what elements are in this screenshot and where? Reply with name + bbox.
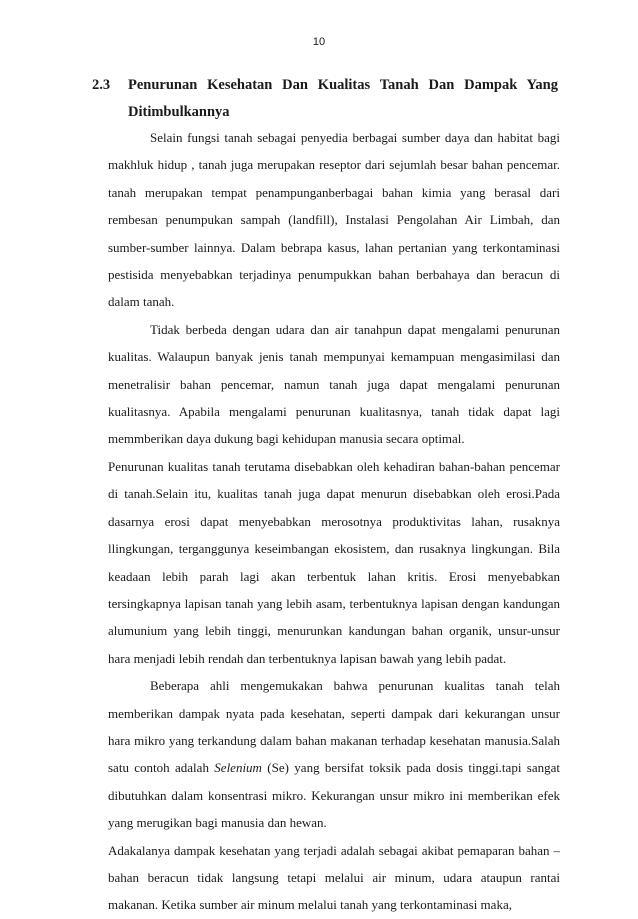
section-heading (92, 72, 558, 126)
paragraph-3: Penurunan kualitas tanah terutama disebabkan oleh kehadiran bahan-bahan pencemar di tanah.Selain itu, kualitas tanah juga dapat menurun disebabkan oleh erosi.Pada dasarnya erosi dapat menyebabkan merosotnya produktivitas lahan, rusaknya llingkungan, terganggunya keseimbangan ekosistem, dan rusaknya lingkungan. Bila keadaan lebih parah lagi akan terbentuk lahan kritis. Erosi menyebabkan tersingkapnya lapisan tanah yang lebih asam, terbentuknya lapisan dengan kandungan alumunium yang lebih tinggi, menurunkan kandungan bahan organik, unsur-unsur hara menjadi lebih rendah dan terbentuknya lapisan bawah yang lebih padat. (108, 458, 560, 666)
section-number: 2.3 (92, 77, 111, 93)
body-text (108, 124, 560, 919)
paragraph-4-text-start: Beberapa ahli mengemukakan bahwa penurunan kualitas tanah telah memberikan dampak nyata pada kesehatan, seperti dampak dari kekurangan unsur hara mikro yang terkandung dalam bahan makanan terhadap kesehatan manusia.Salah satu contoh adalah (108, 678, 560, 776)
paragraph-4 (108, 672, 560, 836)
paragraph-4-text-end: (Se) yang bersifat toksik pada dosis tinggi.tapi sangat dibutuhkan dalam konsentrasi mikro. Kekurangan unsur mikro ini memberikan efek yang merugikan bagi manusia dan hewan. (108, 760, 560, 831)
paragraph-1: Selain fungsi tanah sebagai penyedia berbagai sumber daya dan habitat bagi makhluk hidup , tanah juga merupakan reseptor dari sejumlah besar bahan pencemar. tanah merupakan tempat penampunganberbagai bahan kimia yang berasal dari rembesan penumpukan sampah (landfill), Instalasi Pengolahan Air Limbah, dan sumber-sumber lainnya. Dalam bebrapa kasus, lahan pertanian yang terkontaminasi pestisida menyebabkan terjadinya penumpukkan bahan berbahaya dan beracun di dalam tanah. (108, 130, 560, 310)
paragraph-5: Adakalanya dampak kesehatan yang terjadi adalah sebagai akibat pemaparan bahan – bahan beracun tidak langsung tetapi melalui air minum, udara ataupun rantai makanan. Ketika sumber air minum melalui tanah yang terkontaminasi maka, (108, 842, 560, 913)
page-number: 10 (312, 36, 326, 48)
section-title: Penurunan Kesehatan Dan Kualitas Tanah Dan Dampak Yang Ditimbulkannya (128, 77, 558, 120)
paragraph-2: Tidak berbeda dengan udara dan air tanahpun dapat mengalami penurunan kualitas. Walaupun banyak jenis tanah mempunyai kemampuan mengasimilasi dan menetralisir bahan pencemar, namun tanah juga dapat mengalami penurunan kualitasnya. Apabila mengalami penurunan kualitasnya, tanah tidak dapat lagi memmberikan daya dukung bagi kehidupan manusia secara optimal. (108, 321, 560, 447)
selenium-term: Selenium (214, 760, 262, 776)
